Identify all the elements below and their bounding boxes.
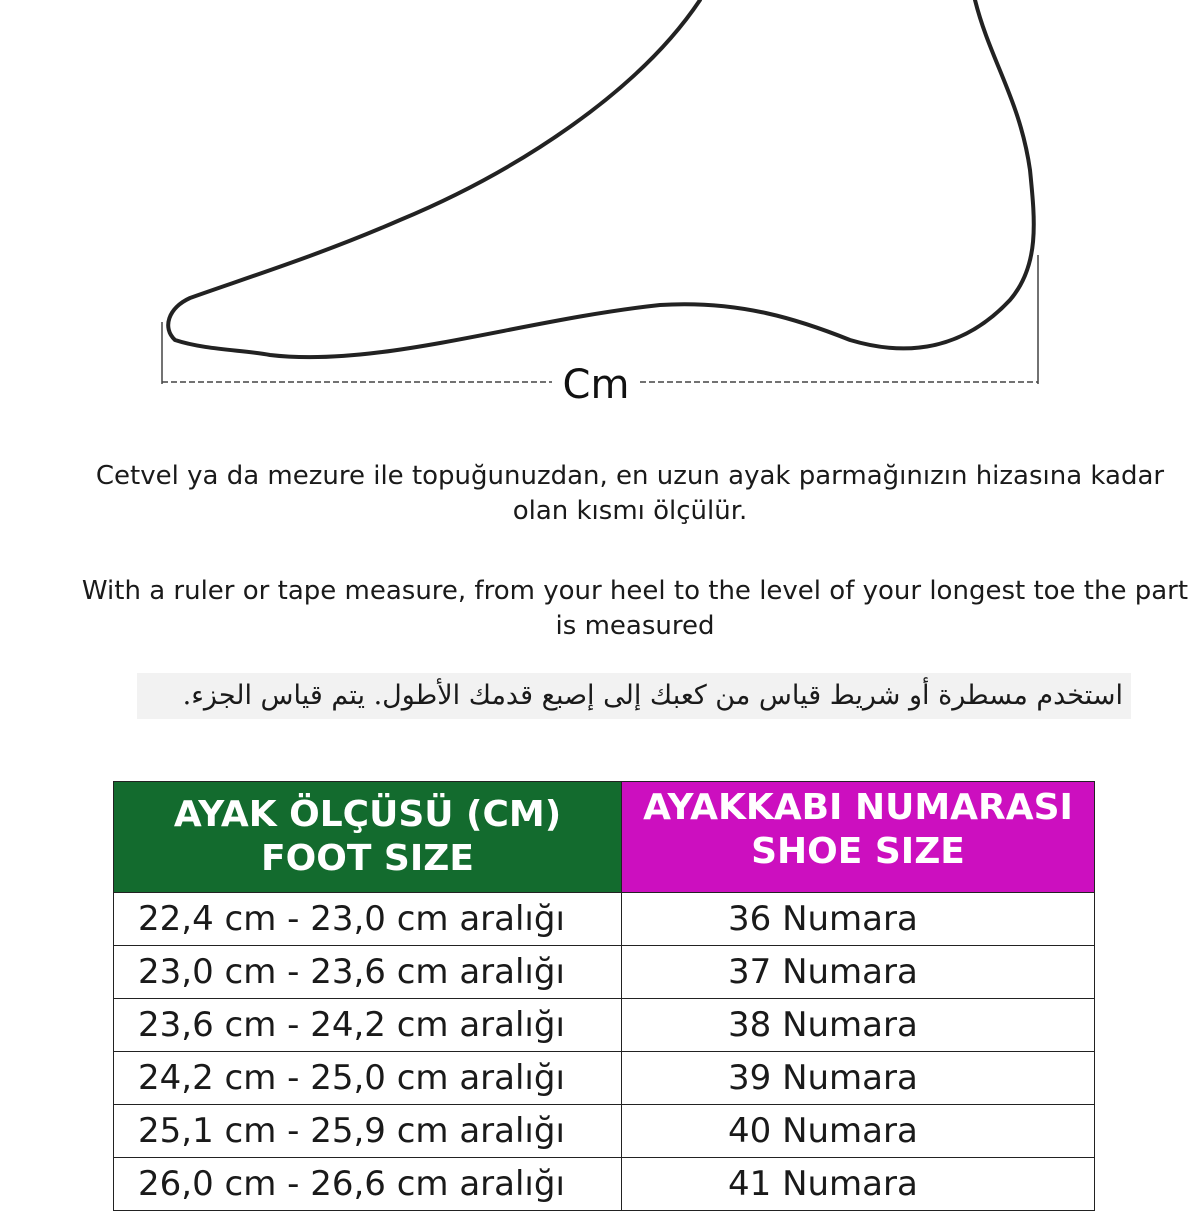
header-shoe-size — [622, 782, 1095, 893]
foot-outline-figure — [0, 0, 1200, 420]
instruction-english: With a ruler or tape measure, from your heel to the level of your longest toe the part is measured — [81, 576, 1189, 641]
table-row — [114, 1052, 1095, 1105]
shoe-size-cell: 40 Numara — [622, 1105, 1095, 1158]
header-foot-size-tr: AYAK ÖLÇÜSÜ (CM) — [173, 794, 562, 835]
table-row — [114, 1158, 1095, 1211]
shoe-size-cell: 36 Numara — [622, 893, 1095, 946]
instruction-turkish: Cetvel ya da mezure ile topuğunuzdan, en uzun ayak parmağınızın hizasına kadar olan kısmı ölçülür. — [95, 461, 1165, 526]
header-foot-size — [114, 782, 622, 893]
table-row — [114, 946, 1095, 999]
foot-size-cell: 23,6 cm - 24,2 cm aralığı — [114, 999, 622, 1052]
foot-size-cell: 22,4 cm - 23,0 cm aralığı — [114, 893, 622, 946]
table-row — [114, 893, 1095, 946]
header-shoe-size-tr: AYAKKABI NUMARASI — [643, 787, 1073, 828]
header-foot-size-en: FOOT SIZE — [261, 838, 474, 879]
foot-size-cell: 26,0 cm - 26,6 cm aralığı — [114, 1158, 622, 1211]
table-row — [114, 1105, 1095, 1158]
shoe-size-cell: 39 Numara — [622, 1052, 1095, 1105]
foot-size-cell: 23,0 cm - 23,6 cm aralığı — [114, 946, 622, 999]
instruction-arabic: استخدم مسطرة أو شريط قياس من كعبك إلى إصبع قدمك الأطول. يتم قياس الجزء. — [137, 673, 1131, 719]
table-row — [114, 999, 1095, 1052]
shoe-size-cell: 37 Numara — [622, 946, 1095, 999]
foot-size-cell: 25,1 cm - 25,9 cm aralığı — [114, 1105, 622, 1158]
measure-unit-label: Cm — [562, 362, 630, 408]
shoe-size-cell: 38 Numara — [622, 999, 1095, 1052]
shoe-size-cell: 41 Numara — [622, 1158, 1095, 1211]
header-shoe-size-en: SHOE SIZE — [751, 831, 965, 872]
size-chart-table — [113, 781, 1095, 1211]
foot-size-cell: 24,2 cm - 25,0 cm aralığı — [114, 1052, 622, 1105]
table-header-row — [114, 782, 1095, 893]
foot-outline — [168, 0, 1034, 357]
